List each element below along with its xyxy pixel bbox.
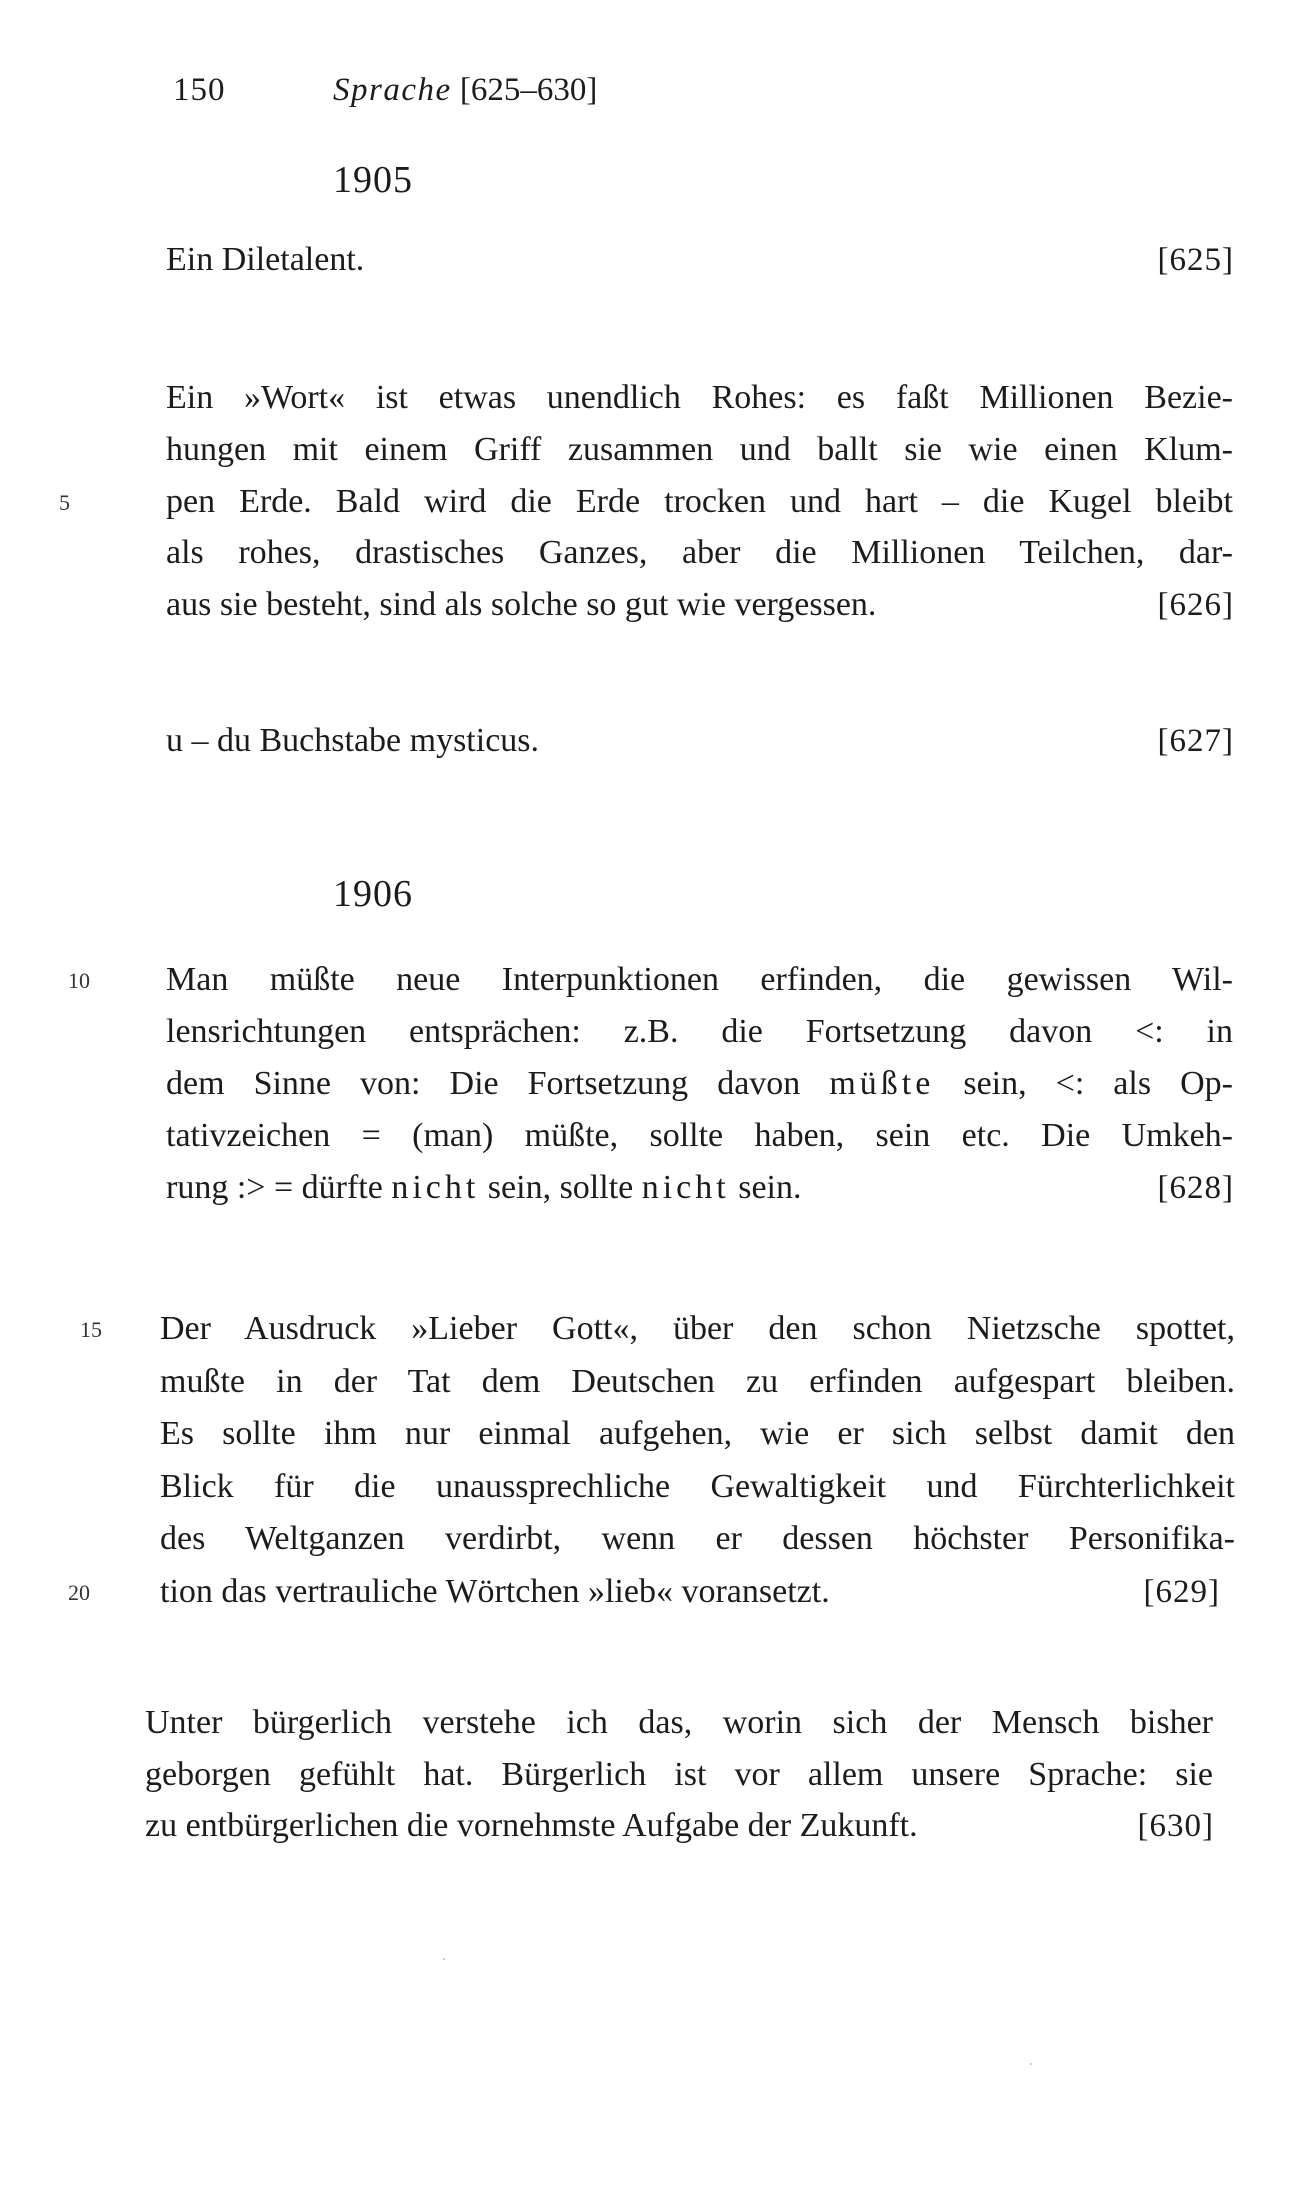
line-number: 10 <box>68 968 90 993</box>
section-title: Sprache <box>333 72 452 108</box>
entry-628-line <box>166 1064 1233 1104</box>
running-head <box>333 72 597 109</box>
entry-626-line: hungen mit einem Griff zusammen und ballt sie wie einen Klum- <box>166 431 1233 468</box>
line-number: 15 <box>80 1317 102 1342</box>
entry-625-ref: [625] <box>1157 242 1234 278</box>
entry-630-line: zu entbürgerlichen die vornehmste Aufgabe der Zukunft. <box>145 1807 918 1844</box>
entry-625-line: Ein Diletalent. <box>166 241 365 278</box>
entry-626-line: Ein »Wort« ist etwas unendlich Rohes: es faßt Millionen Bezie- <box>166 379 1233 416</box>
entry-629-line: Der Ausdruck »Lieber Gott«, über den schon Nietzsche spottet, <box>160 1310 1235 1347</box>
line-number: 20 <box>68 1580 90 1605</box>
year-heading-1905: 1905 <box>333 159 413 201</box>
text-run: sein, <: als Op- <box>934 1065 1233 1102</box>
entry-628-line: lensrichtungen entsprächen: z.B. die Fortsetzung davon <: in <box>166 1013 1233 1050</box>
emphasis-spaced: müßte <box>829 1065 935 1102</box>
text-run: sein. <box>729 1169 802 1206</box>
entry-630-line: geborgen gefühlt hat. Bürgerlich ist vor allem unsere Sprache: sie <box>145 1756 1213 1793</box>
scan-speck <box>443 1958 445 1960</box>
entry-626-line: aus sie besteht, sind als solche so gut wie vergessen. <box>166 586 877 623</box>
text-run: sein, sollte <box>479 1169 642 1206</box>
entry-627-line: u – du Buchstabe mysticus. <box>166 722 540 759</box>
emphasis-spaced: nicht <box>391 1169 480 1206</box>
line-number: 5 <box>59 490 70 515</box>
entry-628-line <box>166 1168 1046 1208</box>
scan-speck <box>1030 2063 1032 2065</box>
section-range: [625–630] <box>459 72 598 108</box>
entry-626-line: pen Erde. Bald wird die Erde trocken und hart – die Kugel bleibt <box>166 483 1233 520</box>
entry-626-line: als rohes, drastisches Ganzes, aber die Millionen Teilchen, dar- <box>166 534 1233 571</box>
entry-629-line: Es sollte ihm nur einmal aufgehen, wie er sich selbst damit den <box>160 1415 1235 1452</box>
entry-629-line: tion das vertrauliche Wörtchen »lieb« voransetzt. <box>160 1573 830 1610</box>
entry-627-ref: [627] <box>1157 723 1234 759</box>
emphasis-spaced: nicht <box>641 1169 730 1206</box>
entry-629-line: mußte in der Tat dem Deutschen zu erfinden aufgespart bleiben. <box>160 1363 1235 1400</box>
year-heading-1906: 1906 <box>333 873 413 915</box>
text-run: dem Sinne von: Die Fortsetzung davon <box>166 1065 830 1102</box>
entry-628-line: tativzeichen = (man) müßte, sollte haben, sein etc. Die Umkeh- <box>166 1117 1233 1154</box>
text-run: rung :> = dürfte <box>166 1169 392 1206</box>
page-number: 150 <box>173 72 226 108</box>
entry-628-line: Man müßte neue Interpunktionen erfinden, die gewissen Wil- <box>166 961 1233 998</box>
entry-629-ref: [629] <box>1143 1574 1220 1610</box>
entry-630-line: Unter bürgerlich verstehe ich das, worin sich der Mensch bisher <box>145 1704 1213 1741</box>
entry-630-ref: [630] <box>1137 1808 1214 1844</box>
entry-629-line: Blick für die unaussprechliche Gewaltigkeit und Fürchterlichkeit <box>160 1468 1235 1505</box>
entry-629-line: des Weltganzen verdirbt, wenn er dessen höchster Personifika- <box>160 1520 1235 1557</box>
entry-626-ref: [626] <box>1157 587 1234 623</box>
entry-628-ref: [628] <box>1157 1170 1234 1206</box>
